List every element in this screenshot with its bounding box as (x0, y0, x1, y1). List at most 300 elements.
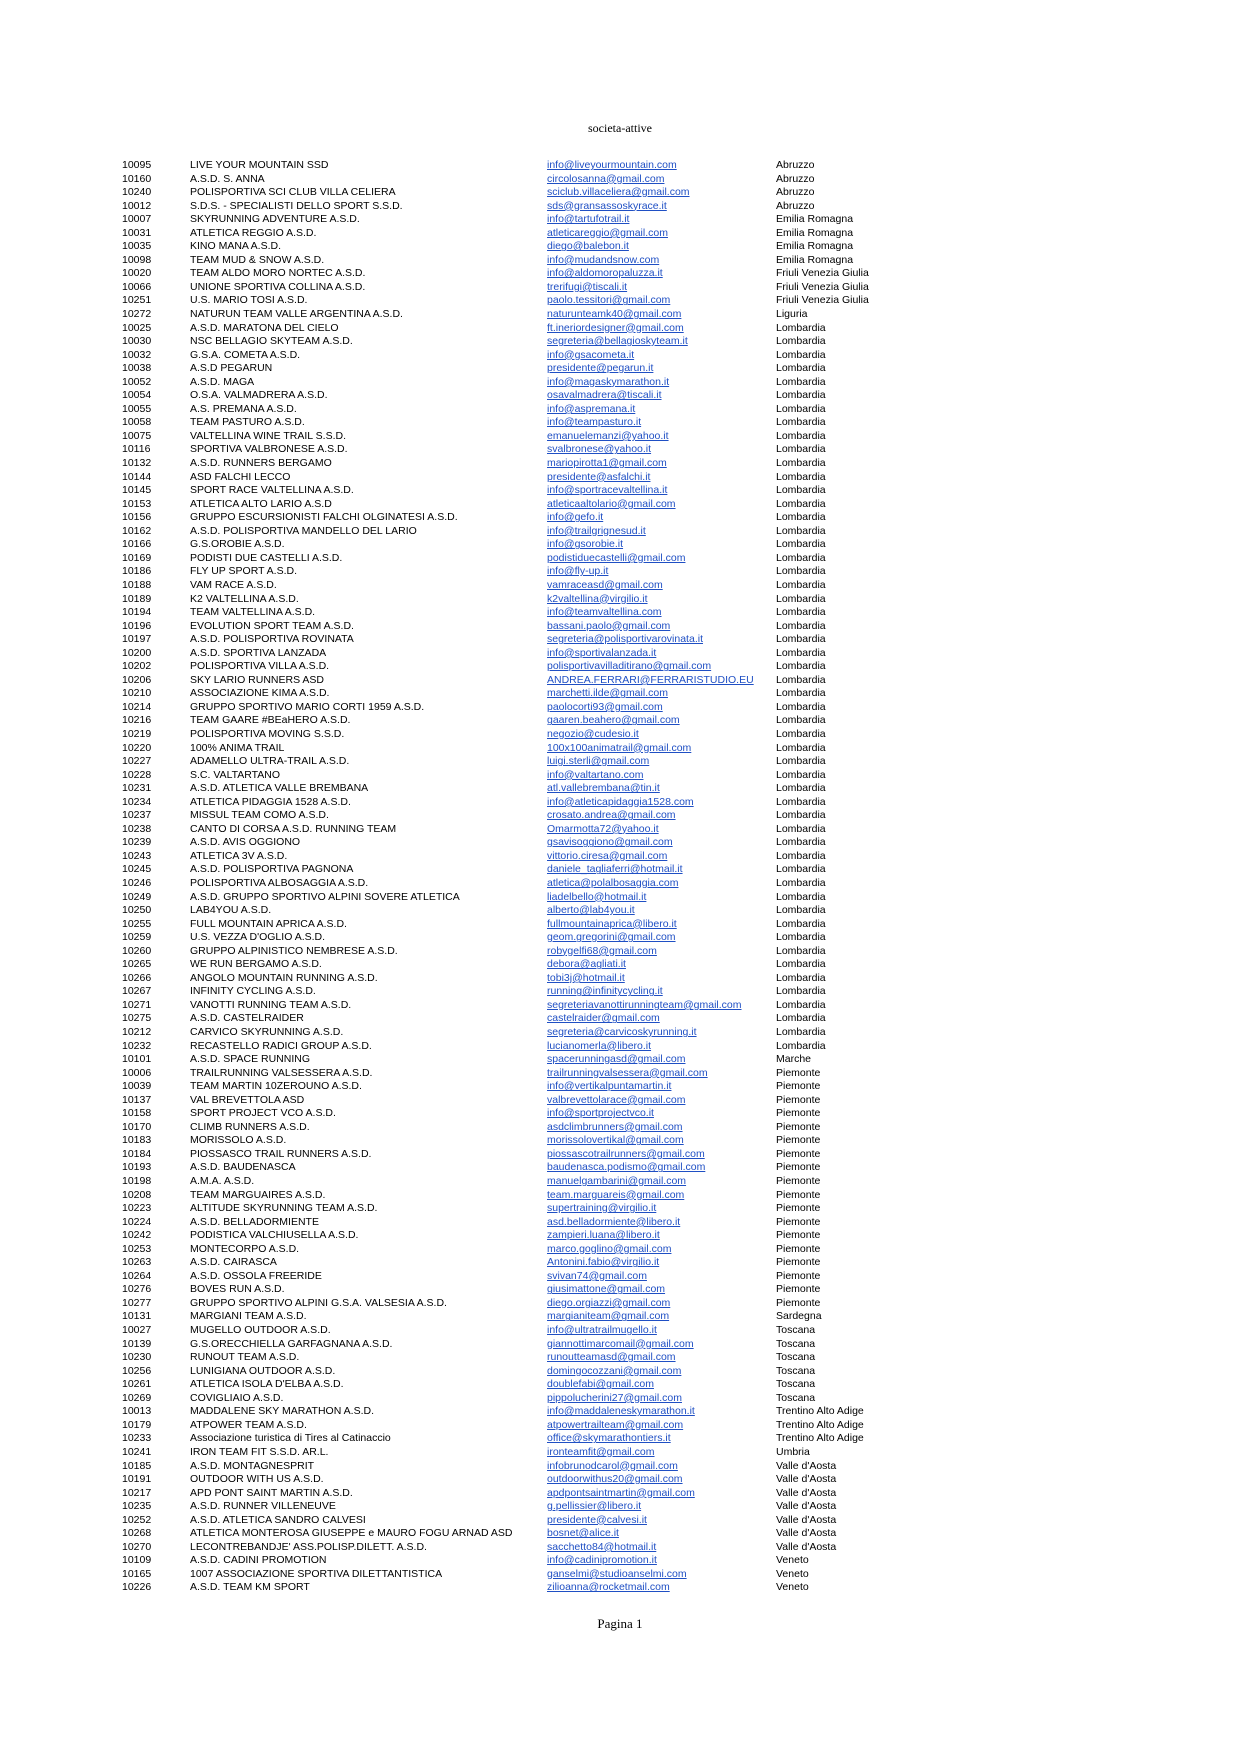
society-email-link[interactable]: supertraining@virgilio.it (547, 1202, 657, 1215)
society-email-link[interactable]: atleticaaltolario@gmail.com (547, 497, 676, 510)
society-region: Lombardia (776, 538, 826, 551)
society-email-link[interactable]: Antonini.fabio@virgilio.it (547, 1256, 660, 1269)
society-email-link[interactable]: tobi3j@hotmail.it (547, 971, 625, 984)
society-name: TEAM MUD & SNOW A.S.D. (190, 253, 325, 266)
society-email-link[interactable]: robygelfi68@gmail.com (547, 944, 657, 957)
list-row (122, 254, 1122, 268)
society-name: PODISTI DUE CASTELLI A.S.D. (190, 551, 343, 564)
society-code: 10239 (122, 836, 152, 849)
society-name: GRUPPO SPORTIVO MARIO CORTI 1959 A.S.D. (190, 700, 425, 713)
society-code: 10095 (122, 159, 152, 171)
society-region: Lombardia (776, 931, 826, 944)
society-region: Lombardia (776, 849, 826, 862)
society-email-link[interactable]: presidente@pegarun.it (547, 362, 654, 375)
list-row (122, 999, 1122, 1013)
society-email-link[interactable]: running@infinitycycling.it (547, 985, 663, 998)
society-region: Lombardia (776, 768, 826, 781)
list-row (122, 227, 1122, 241)
society-email-link[interactable]: info@sportprojectvco.it (547, 1107, 654, 1120)
society-code: 10237 (122, 809, 152, 822)
society-email-link[interactable]: info@maddaleneskymarathon.it (547, 1405, 695, 1418)
society-email-link[interactable]: info@gsacometa.it (547, 348, 635, 361)
society-code: 10054 (122, 389, 152, 402)
society-region: Piemonte (776, 1134, 821, 1147)
society-email-link[interactable]: sciclub.villaceliera@gmail.com (547, 186, 690, 199)
society-name: O.S.A. VALMADRERA A.S.D. (190, 389, 328, 402)
list-row (122, 660, 1122, 674)
society-email-link[interactable]: ANDREA.FERRARI@FERRARISTUDIO.EU (547, 673, 754, 686)
society-email-link[interactable]: segreteria@bellagioskyteam.it (547, 335, 688, 348)
society-region: Lombardia (776, 375, 826, 388)
society-email-link[interactable]: info@teampasturo.it (547, 416, 642, 429)
society-email-link[interactable]: atl.vallebrembana@tin.it (547, 782, 660, 795)
society-region: Piemonte (776, 1283, 821, 1296)
society-code: 10251 (122, 294, 152, 307)
society-email-link[interactable]: zilioanna@rocketmail.com (547, 1581, 670, 1594)
society-name: RUNOUT TEAM A.S.D. (190, 1351, 300, 1364)
society-name: LUNIGIANA OUTDOOR A.S.D. (190, 1364, 336, 1377)
society-code: 10144 (122, 470, 152, 483)
society-region: Abruzzo (776, 186, 815, 199)
list-row (122, 1175, 1122, 1189)
society-name: OUTDOOR WITH US A.S.D. (190, 1473, 324, 1486)
society-code: 10007 (122, 213, 152, 226)
society-name: LIVE YOUR MOUNTAIN SSD (190, 159, 329, 171)
society-name: UNIONE SPORTIVA COLLINA A.S.D. (190, 280, 366, 293)
society-name: FLY UP SPORT A.S.D. (190, 565, 297, 578)
society-email-link[interactable]: gaaren.beahero@gmail.com (547, 714, 680, 727)
list-row (122, 633, 1122, 647)
society-email-link[interactable]: info@mudandsnow.com (547, 253, 660, 266)
society-code: 10224 (122, 1215, 152, 1228)
society-email-link[interactable]: marchetti.ilde@gmail.com (547, 687, 668, 700)
list-row (122, 1026, 1122, 1040)
list-row (122, 498, 1122, 512)
society-code: 10198 (122, 1175, 152, 1188)
society-email-link[interactable]: info@ultratrailmugello.it (547, 1324, 657, 1337)
society-code: 10228 (122, 768, 152, 781)
society-region: Toscana (776, 1324, 816, 1337)
society-name: TEAM PASTURO A.S.D. (190, 416, 305, 429)
society-name: POLISPORTIVA VILLA A.S.D. (190, 660, 330, 673)
society-name: A.S.D. SPACE RUNNING (190, 1053, 310, 1066)
society-code: 10179 (122, 1418, 152, 1431)
society-email-link[interactable]: segreteria@polisportivarovinata.it (547, 633, 703, 646)
list-row (122, 1229, 1122, 1243)
list-row (122, 620, 1122, 634)
society-code: 10196 (122, 619, 152, 632)
society-name: S.D.S. - SPECIALISTI DELLO SPORT S.S.D. (190, 199, 403, 212)
society-email-link[interactable]: info@gefo.it (547, 511, 604, 524)
society-email-link[interactable]: atpowertrailteam@gmail.com (547, 1418, 684, 1431)
society-name: PODISTICA VALCHIUSELLA A.S.D. (190, 1229, 359, 1242)
society-email-link[interactable]: apdpontsaintmartin@gmail.com (547, 1486, 695, 1499)
society-email-link[interactable]: bosnet@alice.it (547, 1527, 619, 1540)
society-email-link[interactable]: ganselmi@studioanselmi.com (547, 1567, 687, 1580)
society-code: 10216 (122, 714, 152, 727)
society-region: Piemonte (776, 1120, 821, 1133)
society-name: U.S. MARIO TOSI A.S.D. (190, 294, 308, 307)
society-email-link[interactable]: info@vertikalpuntamartin.it (547, 1080, 672, 1093)
society-name: WE RUN BERGAMO A.S.D. (190, 958, 322, 971)
society-email-link[interactable]: podistiduecastelli@gmail.com (547, 551, 686, 564)
society-email-link[interactable]: asd.belladormiente@libero.it (547, 1215, 681, 1228)
society-email-link[interactable]: marco.goglino@gmail.com (547, 1242, 672, 1255)
list-row (122, 945, 1122, 959)
society-email-link[interactable]: osavalmadrera@tiscali.it (547, 389, 662, 402)
list-row (122, 1514, 1122, 1528)
society-region: Umbria (776, 1445, 810, 1458)
society-email-link[interactable]: team.marguareis@gmail.com (547, 1188, 685, 1201)
list-row (122, 755, 1122, 769)
society-code: 10226 (122, 1581, 152, 1594)
list-row (122, 1256, 1122, 1270)
society-name: K2 VALTELLINA A.S.D. (190, 592, 299, 605)
society-email-link[interactable]: info@atleticapidaggia1528.com (547, 795, 694, 808)
society-code: 10217 (122, 1486, 152, 1499)
society-email-link[interactable]: infobrunodcarol@gmail.com (547, 1459, 678, 1472)
society-name: BOVES RUN A.S.D. (190, 1283, 285, 1296)
society-email-link[interactable]: negozio@cudesio.it (547, 727, 639, 740)
society-name: KINO MANA A.S.D. (190, 240, 282, 253)
society-name: NATURUN TEAM VALLE ARGENTINA A.S.D. (190, 308, 403, 321)
society-region: Piemonte (776, 1147, 821, 1160)
society-email-link[interactable]: vamraceasd@gmail.com (547, 578, 663, 591)
society-region: Veneto (776, 1567, 809, 1580)
list-row (122, 1148, 1122, 1162)
society-code: 10186 (122, 565, 152, 578)
society-email-link[interactable]: castelraider@gmail.com (547, 1012, 660, 1025)
society-name: RECASTELLO RADICI GROUP A.S.D. (190, 1039, 372, 1052)
society-region: Piemonte (776, 1296, 821, 1309)
society-name: ATLETICA PIDAGGIA 1528 A.S.D. (190, 795, 351, 808)
society-email-link[interactable]: info@sportivalanzada.it (547, 646, 657, 659)
society-code: 10191 (122, 1473, 152, 1486)
society-email-link[interactable]: info@cadinipromotion.it (547, 1554, 657, 1567)
society-region: Piemonte (776, 1175, 821, 1188)
society-code: 10027 (122, 1324, 152, 1337)
society-email-link[interactable]: margianiteam@gmail.com (547, 1310, 670, 1323)
society-name: U.S. VEZZA D'OGLIO A.S.D. (190, 931, 326, 944)
society-code: 10232 (122, 1039, 152, 1052)
society-code: 10243 (122, 849, 152, 862)
list-row (122, 1581, 1122, 1595)
society-email-link[interactable]: geom.gregorini@gmail.com (547, 931, 676, 944)
society-name: VAL BREVETTOLA ASD (190, 1093, 305, 1106)
society-email-link[interactable]: presidente@asfalchi.it (547, 470, 651, 483)
society-name: INFINITY CYCLING A.S.D. (190, 985, 316, 998)
list-row (122, 403, 1122, 417)
society-code: 10250 (122, 904, 152, 917)
list-row (122, 1324, 1122, 1338)
list-row (122, 1473, 1122, 1487)
society-region: Lombardia (776, 606, 826, 619)
society-email-link[interactable]: ft.ineriordesigner@gmail.com (547, 321, 684, 334)
society-email-link[interactable]: emanuelemanzi@yahoo.it (547, 429, 669, 442)
society-email-link[interactable]: trailrunningvalsessera@gmail.com (547, 1066, 708, 1079)
society-code: 10109 (122, 1554, 152, 1567)
society-region: Toscana (776, 1337, 816, 1350)
society-name: Associazione turistica di Tires al Catinaccio (190, 1432, 391, 1445)
list-row (122, 1527, 1122, 1541)
society-region: Lombardia (776, 687, 826, 700)
society-code: 10220 (122, 741, 152, 754)
society-name: G.S.ORECCHIELLA GARFAGNANA A.S.D. (190, 1337, 393, 1350)
society-code: 10256 (122, 1364, 152, 1377)
society-email-link[interactable]: trerifugi@tiscali.it (547, 280, 628, 293)
list-row (122, 471, 1122, 485)
society-email-link[interactable]: circolosanna@gmail.com (547, 172, 665, 185)
society-email-link[interactable]: pippolucherini27@gmail.com (547, 1391, 682, 1404)
society-name: PIOSSASCO TRAIL RUNNERS A.S.D. (190, 1147, 372, 1160)
list-row (122, 674, 1122, 688)
list-row (122, 1419, 1122, 1433)
society-name: FULL MOUNTAIN APRICA A.S.D. (190, 917, 347, 930)
list-row (122, 606, 1122, 620)
society-name: A.S.D. S. ANNA (190, 172, 265, 185)
society-name: A.S.D. ATLETICA VALLE BREMBANA (190, 782, 369, 795)
society-code: 10189 (122, 592, 152, 605)
society-email-link[interactable]: g.pellissier@libero.it (547, 1500, 642, 1513)
society-email-link[interactable]: info@gsorobie.it (547, 538, 624, 551)
society-email-link[interactable]: baudenasca.podismo@gmail.com (547, 1161, 706, 1174)
society-email-link[interactable]: sds@gransassoskyrace.it (547, 199, 667, 212)
list-row (122, 918, 1122, 932)
society-region: Lombardia (776, 457, 826, 470)
society-region: Lombardia (776, 470, 826, 483)
society-email-link[interactable]: lucianomerla@libero.it (547, 1039, 652, 1052)
list-row (122, 1541, 1122, 1555)
society-name: LECONTREBANDJE' ASS.POLISP.DILETT. A.S.D. (190, 1540, 427, 1553)
society-email-link[interactable]: info@aspremana.it (547, 402, 636, 415)
society-email-link[interactable]: piossascotrailrunners@gmail.com (547, 1147, 705, 1160)
list-row (122, 538, 1122, 552)
society-region: Abruzzo (776, 159, 815, 171)
society-code: 10241 (122, 1445, 152, 1458)
society-region: Lombardia (776, 1039, 826, 1052)
list-row (122, 687, 1122, 701)
society-name: A.S.D. BAUDENASCA (190, 1161, 296, 1174)
society-email-link[interactable]: svalbronese@yahoo.it (547, 443, 652, 456)
list-row (122, 958, 1122, 972)
society-code: 10272 (122, 308, 152, 321)
society-email-link[interactable]: info@aldomoropaluzza.it (547, 267, 663, 280)
society-name: A.S.D PEGARUN (190, 362, 273, 375)
society-code: 10153 (122, 497, 152, 510)
society-email-link[interactable]: sacchetto84@hotmail.it (547, 1540, 657, 1553)
society-region: Toscana (776, 1378, 816, 1391)
society-code: 10261 (122, 1378, 152, 1391)
society-email-link[interactable]: spacerunningasd@gmail.com (547, 1053, 686, 1066)
society-region: Toscana (776, 1391, 816, 1404)
society-email-link[interactable]: info@fly-up.it (547, 565, 609, 578)
list-row (122, 389, 1122, 403)
society-region: Trentino Alto Adige (776, 1405, 864, 1418)
society-email-link[interactable]: outdoorwithus20@gmail.com (547, 1473, 683, 1486)
society-name: ALTITUDE SKYRUNNING TEAM A.S.D. (190, 1202, 378, 1215)
society-email-link[interactable]: gsavisoggiono@gmail.com (547, 836, 673, 849)
society-name: CANTO DI CORSA A.S.D. RUNNING TEAM (190, 822, 397, 835)
society-code: 10223 (122, 1202, 152, 1215)
society-name: POLISPORTIVA ALBOSAGGIA A.S.D. (190, 876, 369, 889)
society-code: 10032 (122, 348, 152, 361)
society-name: A.M.A. A.S.D. (190, 1175, 255, 1188)
society-region: Lombardia (776, 971, 826, 984)
list-row (122, 1270, 1122, 1284)
society-code: 10058 (122, 416, 152, 429)
society-email-link[interactable]: zampieri.luana@libero.it (547, 1229, 660, 1242)
list-row (122, 335, 1122, 349)
society-code: 10263 (122, 1256, 152, 1269)
society-email-link[interactable]: vittorio.ciresa@gmail.com (547, 849, 668, 862)
list-row (122, 159, 1122, 173)
society-code: 10197 (122, 633, 152, 646)
list-row (122, 1067, 1122, 1081)
list-row (122, 782, 1122, 796)
society-name: SPORT PROJECT VCO A.S.D. (190, 1107, 336, 1120)
society-name: ATLETICA REGGIO A.S.D. (190, 226, 317, 239)
list-row (122, 579, 1122, 593)
society-email-link[interactable]: valbrevettolarace@gmail.com (547, 1093, 686, 1106)
society-code: 10208 (122, 1188, 152, 1201)
society-email-link[interactable]: bassani.paolo@gmail.com (547, 619, 671, 632)
society-region: Lombardia (776, 714, 826, 727)
society-region: Lombardia (776, 944, 826, 957)
list-row (122, 1432, 1122, 1446)
society-region: Lombardia (776, 321, 826, 334)
list-row (122, 863, 1122, 877)
society-email-link[interactable]: domingocozzani@gmail.com (547, 1364, 682, 1377)
society-email-link[interactable]: info@liveyourmountain.com (547, 159, 677, 171)
society-email-link[interactable]: mariopirotta1@gmail.com (547, 457, 667, 470)
list-row (122, 1446, 1122, 1460)
society-region: Lombardia (776, 755, 826, 768)
society-email-link[interactable]: info@tartufotrail.it (547, 213, 630, 226)
society-email-link[interactable]: daniele_tagliaferri@hotmail.it (547, 863, 683, 876)
list-row (122, 376, 1122, 390)
society-email-link[interactable]: 100x100animatrail@gmail.com (547, 741, 692, 754)
society-name: A.S.D. MONTAGNESPRIT (190, 1459, 315, 1472)
society-name: SPORT RACE VALTELLINA A.S.D. (190, 484, 354, 497)
list-row (122, 1405, 1122, 1419)
society-name: VALTELLINA WINE TRAIL S.S.D. (190, 429, 346, 442)
society-name: TEAM ALDO MORO NORTEC A.S.D. (190, 267, 366, 280)
society-email-link[interactable]: Omarmotta72@yahoo.it (547, 822, 659, 835)
society-name: S.C. VALTARTANO (190, 768, 281, 781)
society-email-link[interactable]: office@skymarathontiers.it (547, 1432, 671, 1445)
society-email-link[interactable]: alberto@lab4you.it (547, 904, 635, 917)
list-row (122, 1094, 1122, 1108)
society-name: TEAM MARGUAIRES A.S.D. (190, 1188, 326, 1201)
society-list (122, 159, 1122, 1595)
list-row (122, 593, 1122, 607)
society-email-link[interactable]: morissolovertikal@gmail.com (547, 1134, 684, 1147)
society-name: POLISPORTIVA SCI CLUB VILLA CELIERA (190, 186, 396, 199)
society-region: Veneto (776, 1554, 809, 1567)
society-region: Piemonte (776, 1161, 821, 1174)
society-code: 10214 (122, 700, 152, 713)
list-row (122, 511, 1122, 525)
society-code: 10276 (122, 1283, 152, 1296)
society-code: 10252 (122, 1513, 152, 1526)
society-region: Lombardia (776, 876, 826, 889)
society-code: 10275 (122, 1012, 152, 1025)
society-email-link[interactable]: doublefabi@gmail.com (547, 1378, 654, 1391)
society-email-link[interactable]: giusimattone@gmail.com (547, 1283, 666, 1296)
society-region: Lombardia (776, 985, 826, 998)
society-email-link[interactable]: diego.orgiazzi@gmail.com (547, 1296, 671, 1309)
society-region: Lombardia (776, 429, 826, 442)
society-email-link[interactable]: presidente@calvesi.it (547, 1513, 647, 1526)
society-email-link[interactable]: k2valtellina@virgilio.it (547, 592, 648, 605)
list-row (122, 877, 1122, 891)
society-email-link[interactable]: info@magaskymarathon.it (547, 375, 670, 388)
society-name: A.S.D. TEAM KM SPORT (190, 1581, 310, 1594)
society-email-link[interactable]: segreteria@carvicoskyrunning.it (547, 1026, 697, 1038)
society-code: 10267 (122, 985, 152, 998)
society-email-link[interactable]: naturunteamk40@gmail.com (547, 308, 682, 321)
society-email-link[interactable]: info@trailgrignesud.it (547, 524, 646, 537)
society-email-link[interactable]: diego@balebon.it (547, 240, 629, 253)
society-region: Lombardia (776, 1012, 826, 1025)
society-email-link[interactable]: ironteamfit@gmail.com (547, 1445, 655, 1458)
society-email-link[interactable]: manuelgambarini@gmail.com (547, 1175, 687, 1188)
list-row (122, 1500, 1122, 1514)
society-email-link[interactable]: fullmountainaprica@libero.it (547, 917, 677, 930)
society-region: Trentino Alto Adige (776, 1418, 864, 1431)
society-email-link[interactable]: luigi.sterli@gmail.com (547, 755, 650, 768)
society-name: A.S.D. POLISPORTIVA PAGNONA (190, 863, 354, 876)
society-email-link[interactable]: paolo.tessitori@gmail.com (547, 294, 671, 307)
society-name: GRUPPO SPORTIVO ALPINI G.S.A. VALSESIA A.S.D. (190, 1296, 447, 1309)
society-code: 10245 (122, 863, 152, 876)
society-email-link[interactable]: info@sportracevaltellina.it (547, 484, 668, 497)
list-row (122, 1297, 1122, 1311)
society-name: CLIMB RUNNERS A.S.D. (190, 1120, 310, 1133)
society-region: Lombardia (776, 362, 826, 375)
society-email-link[interactable]: paolocorti93@gmail.com (547, 700, 663, 713)
society-name: TEAM GAARE #BEaHERO A.S.D. (190, 714, 351, 727)
society-email-link[interactable]: atletica@polalbosaggia.com (547, 876, 679, 889)
list-row (122, 1121, 1122, 1135)
society-email-link[interactable]: info@valtartano.com (547, 768, 644, 781)
society-email-link[interactable]: crosato.andrea@gmail.com (547, 809, 676, 822)
society-code: 10098 (122, 253, 152, 266)
society-email-link[interactable]: asdclimbrunners@gmail.com (547, 1120, 683, 1133)
society-region: Emilia Romagna (776, 240, 854, 253)
society-email-link[interactable]: atleticareggio@gmail.com (547, 226, 668, 239)
society-region: Lombardia (776, 958, 826, 971)
society-email-link[interactable]: debora@agliati.it (547, 958, 626, 971)
society-region: Piemonte (776, 1229, 821, 1242)
society-region: Lombardia (776, 917, 826, 930)
society-email-link[interactable]: svivan74@gmail.com (547, 1269, 647, 1282)
society-code: 10025 (122, 321, 152, 334)
society-email-link[interactable]: liadelbello@hotmail.it (547, 890, 647, 903)
society-code: 10246 (122, 876, 152, 889)
society-email-link[interactable]: polisportivavilladitirano@gmail.com (547, 660, 712, 673)
society-region: Lombardia (776, 782, 826, 795)
list-row (122, 1310, 1122, 1324)
society-email-link[interactable]: info@teamvaltellina.com (547, 606, 662, 619)
society-email-link[interactable]: segreteriavanottirunningteam@gmail.com (547, 998, 742, 1011)
society-code: 10200 (122, 646, 152, 659)
society-email-link[interactable]: giannottimarcomail@gmail.com (547, 1337, 694, 1350)
society-email-link[interactable]: runoutteamasd@gmail.com (547, 1351, 676, 1364)
society-name: GRUPPO ALPINISTICO NEMBRESE A.S.D. (190, 944, 398, 957)
society-code: 10156 (122, 511, 152, 524)
society-name: A.S.D. RUNNERS BERGAMO (190, 457, 332, 470)
